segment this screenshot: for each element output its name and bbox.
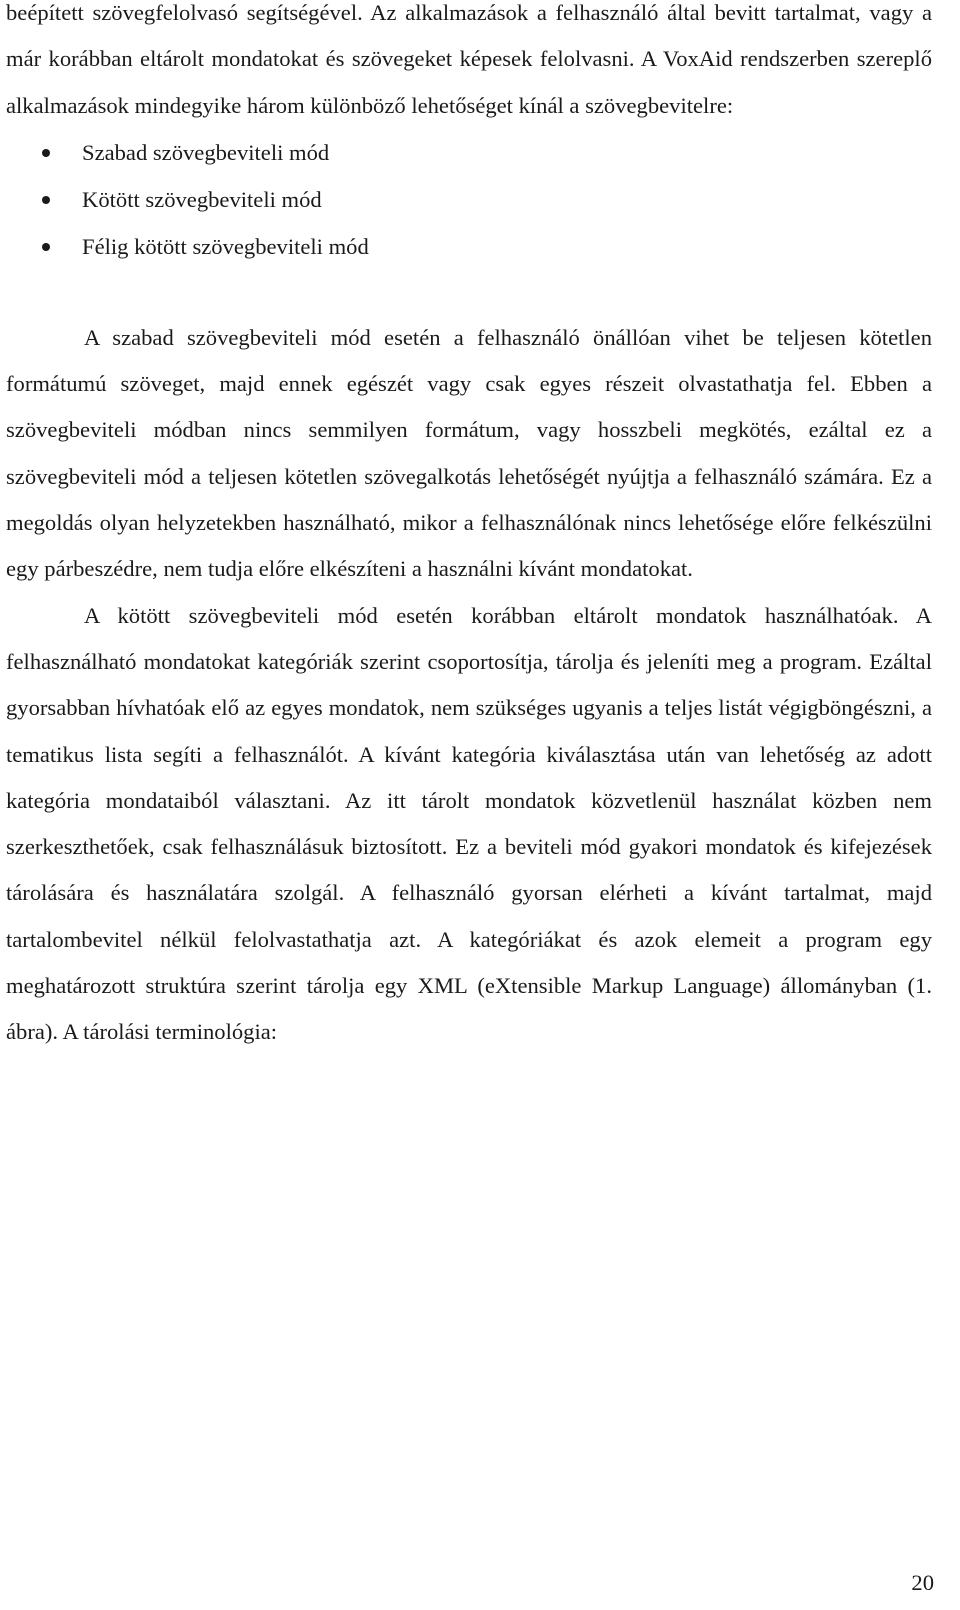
page-body xyxy=(6,0,932,1056)
bullet-icon xyxy=(42,149,50,157)
bullet-icon xyxy=(42,196,50,204)
page-number: 20 xyxy=(911,1570,934,1595)
bullet-icon xyxy=(42,243,50,251)
list-item-label: Félig kötött szövegbeviteli mód xyxy=(82,233,369,259)
fixed-mode-paragraph: A kötött szövegbeviteli mód esetén korábban eltárolt mondatok használhatóak. A felhasználható mondatokat kategóriák szerint csoportosítja, tárolja és jeleníti meg a program. Ezáltal gyorsabban hívhatóak elő az egyes mondatok, nem szükséges ugyanis a teljes listát végigböngészni, a tematikus lista segíti a felhasználót. A kívánt kategória kiválasztása után van lehetőség az adott kategória mondataiból választani. Az itt tárolt mondatok közvetlenül használat közben nem szerkeszthetőek, csak felhasználásuk biztosított. Ez a beviteli mód gyakori mondatok és kifejezések tárolására és használatára szolgál. A felhasználó gyorsan elérheti a kívánt tartalmat, majd tartalombevitel nélkül felolvastathatja azt. A kategóriákat és azok elemeit a program egy meghatározott struktúra szerint tárolja egy XML (eXtensible Markup Language) állományban (1. ábra). A tárolási terminológia: xyxy=(6,602,932,1045)
input-mode-list xyxy=(6,129,932,270)
list-item xyxy=(6,223,932,270)
list-item xyxy=(6,129,932,176)
list-item-label: Kötött szövegbeviteli mód xyxy=(82,186,322,212)
list-item-label: Szabad szövegbeviteli mód xyxy=(82,139,330,165)
list-item xyxy=(6,176,932,223)
intro-paragraph: beépített szövegfelolvasó segítségével. Az alkalmazások a felhasználó által bevitt tartalmat, vagy a már korábban eltárolt mondatokat és szövegeket képesek felolvasni. A VoxAid rendszerben szereplő alkalmazások mindegyike három különböző lehetőséget kínál a szövegbevitelre: xyxy=(6,0,932,118)
free-mode-paragraph: A szabad szövegbeviteli mód esetén a felhasználó önállóan vihet be teljesen kötetlen formátumú szöveget, majd ennek egészét vagy csak egyes részeit olvastathatja fel. Ebben a szövegbeviteli módban nincs semmilyen formátum, vagy hosszbeli megkötés, ezáltal ez a szövegbeviteli mód a teljesen kötetlen szövegalkotás lehetőségét nyújtja a felhasználó számára. Ez a megoldás olyan helyzetekben használható, mikor a felhasználónak nincs lehetősége előre felkészülni egy párbeszédre, nem tudja előre elkészíteni a használni kívánt mondatokat. xyxy=(6,324,932,582)
